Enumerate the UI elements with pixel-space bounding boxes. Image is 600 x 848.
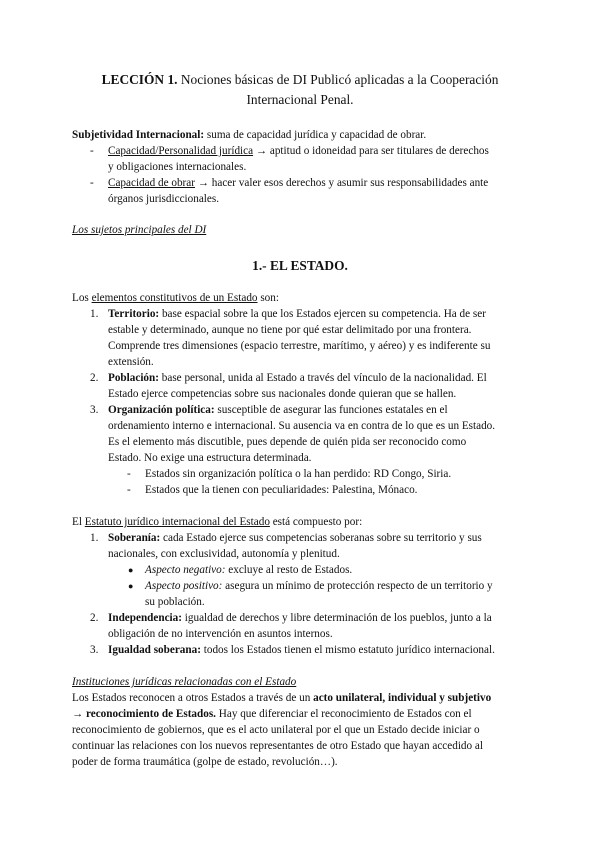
item-label: Soberanía: bbox=[108, 532, 161, 544]
instituciones-paragraph-line: reconocimiento de gobiernos, que es el acto unilateral por el que un Estado decide iniciar o bbox=[72, 724, 480, 736]
estatuto-igualdad bbox=[108, 642, 495, 658]
subjetividad-label: Subjetividad Internacional: bbox=[72, 129, 205, 141]
text: Los bbox=[72, 292, 92, 304]
aspect-text: asegura un mínimo de protección respecto de un territorio y bbox=[222, 580, 493, 592]
bullet-marker: ● bbox=[128, 565, 134, 575]
item-text: cada Estado ejerce sus competencias soberanas sobre su territorio y sus bbox=[160, 532, 482, 544]
subjetividad-item bbox=[108, 143, 489, 159]
instituciones-paragraph-line: continuar las relaciones con los nuevos representantes de otro Estado que hayan accedido al bbox=[72, 740, 483, 752]
bold-text: acto unilateral, individual y subjetivo bbox=[313, 692, 492, 704]
elementos-intro bbox=[72, 290, 279, 306]
item-text: base personal, unida al Estado a través del vínculo de la nacionalidad. El bbox=[158, 372, 487, 384]
item-text-cont: obligación de no intervención en asuntos internos. bbox=[108, 628, 333, 640]
subjetividad-line bbox=[72, 127, 426, 143]
bullet-marker: ● bbox=[128, 581, 134, 591]
item-text-cont: ordenamiento interno e internacional. Su ausencia va en contra de lo que es un Estado. bbox=[108, 420, 496, 432]
instituciones-paragraph-line bbox=[72, 690, 491, 706]
list-number: 3. bbox=[90, 404, 99, 416]
list-number: 2. bbox=[90, 612, 99, 624]
section-heading-estado: 1.- EL ESTADO. bbox=[252, 258, 348, 273]
item-term: Capacidad de obrar bbox=[108, 177, 195, 189]
aspect-label: Aspecto negativo: bbox=[145, 564, 226, 576]
subitem: Estados sin organización política o la han perdido: RD Congo, Siria. bbox=[145, 468, 452, 480]
dash-marker: - bbox=[127, 468, 131, 480]
elemento-territorio bbox=[108, 306, 486, 322]
text: son: bbox=[257, 292, 279, 304]
subjetividad-item bbox=[108, 175, 488, 191]
item-text: todos los Estados tienen el mismo estatuto jurídico internacional. bbox=[200, 644, 495, 656]
text: está compuesto por: bbox=[269, 516, 363, 528]
item-text: base espacial sobre la que los Estados ejercen su competencia. Ha de ser bbox=[159, 308, 486, 320]
lesson-title bbox=[72, 70, 528, 110]
lesson-title-text: Nociones básicas de DI Publicó aplicadas a la Cooperación bbox=[177, 72, 499, 87]
item-text-cont: nacionales, con exclusividad, autonomía y plenitud. bbox=[108, 548, 340, 560]
text: Los Estados reconocen a otros Estados a través de un bbox=[72, 692, 314, 704]
lesson-title-text-2: Internacional Penal. bbox=[246, 92, 354, 107]
item-term: Capacidad/Personalidad jurídica bbox=[108, 145, 254, 157]
bold-text: reconocimiento de Estados. bbox=[85, 708, 216, 720]
item-text-cont: estable y determinado, aunque no tiene por qué estar delimitado por una frontera. bbox=[108, 324, 472, 336]
item-text: susceptible de asegurar las funciones estatales en el bbox=[214, 404, 448, 416]
aspect-label: Aspecto positivo: bbox=[145, 580, 223, 592]
instituciones-paragraph-line bbox=[72, 706, 472, 722]
item-text-cont: y obligaciones internacionales. bbox=[108, 161, 247, 173]
dash-marker: - bbox=[90, 145, 94, 157]
estatuto-soberania bbox=[108, 530, 482, 546]
item-text-cont: Es el elemento más discutible, pues depende de quién pida ser reconocido como bbox=[108, 436, 467, 448]
estatuto-intro bbox=[72, 514, 362, 530]
list-number: 3. bbox=[90, 644, 99, 656]
item-label: Población: bbox=[108, 372, 159, 384]
item-text-cont: Estado. No exige una estructura determinada. bbox=[108, 452, 312, 464]
text: El bbox=[72, 516, 85, 528]
item-label: Organización política: bbox=[108, 404, 215, 416]
item-label: Igualdad soberana: bbox=[108, 644, 201, 656]
aspect-text: excluye al resto de Estados. bbox=[225, 564, 353, 576]
aspect-item bbox=[145, 562, 352, 578]
subitem: Estados que la tienen con peculiaridades: Palestina, Mónaco. bbox=[145, 484, 418, 496]
item-text-cont: Estado ejerce competencias sobre sus nacionales donde quieran que se hallen. bbox=[108, 388, 457, 400]
item-label: Territorio: bbox=[108, 308, 160, 320]
list-number: 2. bbox=[90, 372, 99, 384]
list-number: 1. bbox=[90, 308, 99, 320]
instituciones-paragraph-line: poder de forma traumática (golpe de estado, revolución…). bbox=[72, 756, 338, 768]
elementos-term: elementos constitutivos de un Estado bbox=[91, 292, 258, 304]
item-text: → aptitud o idoneidad para ser titulares de derechos bbox=[253, 145, 489, 157]
arrow: → bbox=[72, 708, 86, 720]
item-text-cont: órganos jurisdiccionales. bbox=[108, 193, 220, 205]
section-heading-sujetos: Los sujetos principales del DI bbox=[72, 224, 207, 236]
lesson-number: LECCIÓN 1. bbox=[101, 72, 178, 87]
item-text: igualdad de derechos y libre determinación de los pueblos, junto a la bbox=[181, 612, 492, 624]
aspect-text-cont: su población. bbox=[145, 596, 205, 608]
estatuto-term: Estatuto jurídico internacional del Estado bbox=[84, 516, 270, 528]
item-text-cont: Comprende tres dimensiones (espacio terrestre, marítimo, y aéreo) y es indiferente su bbox=[108, 340, 491, 352]
item-text-cont: extensión. bbox=[108, 356, 154, 368]
dash-marker: - bbox=[127, 484, 131, 496]
item-label: Independencia: bbox=[108, 612, 182, 624]
dash-marker: - bbox=[90, 177, 94, 189]
elemento-poblacion bbox=[108, 370, 487, 386]
text: Hay que diferenciar el reconocimiento de Estados con el bbox=[215, 708, 472, 720]
section-heading-instituciones: Instituciones jurídicas relacionadas con el Estado bbox=[72, 676, 297, 688]
item-text: → hacer valer esos derechos y asumir sus responsabilidades ante bbox=[194, 177, 489, 189]
list-number: 1. bbox=[90, 532, 99, 544]
subjetividad-text: suma de capacidad jurídica y capacidad de obrar. bbox=[204, 129, 427, 141]
elemento-organizacion bbox=[108, 402, 448, 418]
aspect-item bbox=[145, 578, 493, 594]
estatuto-independencia bbox=[108, 610, 492, 626]
